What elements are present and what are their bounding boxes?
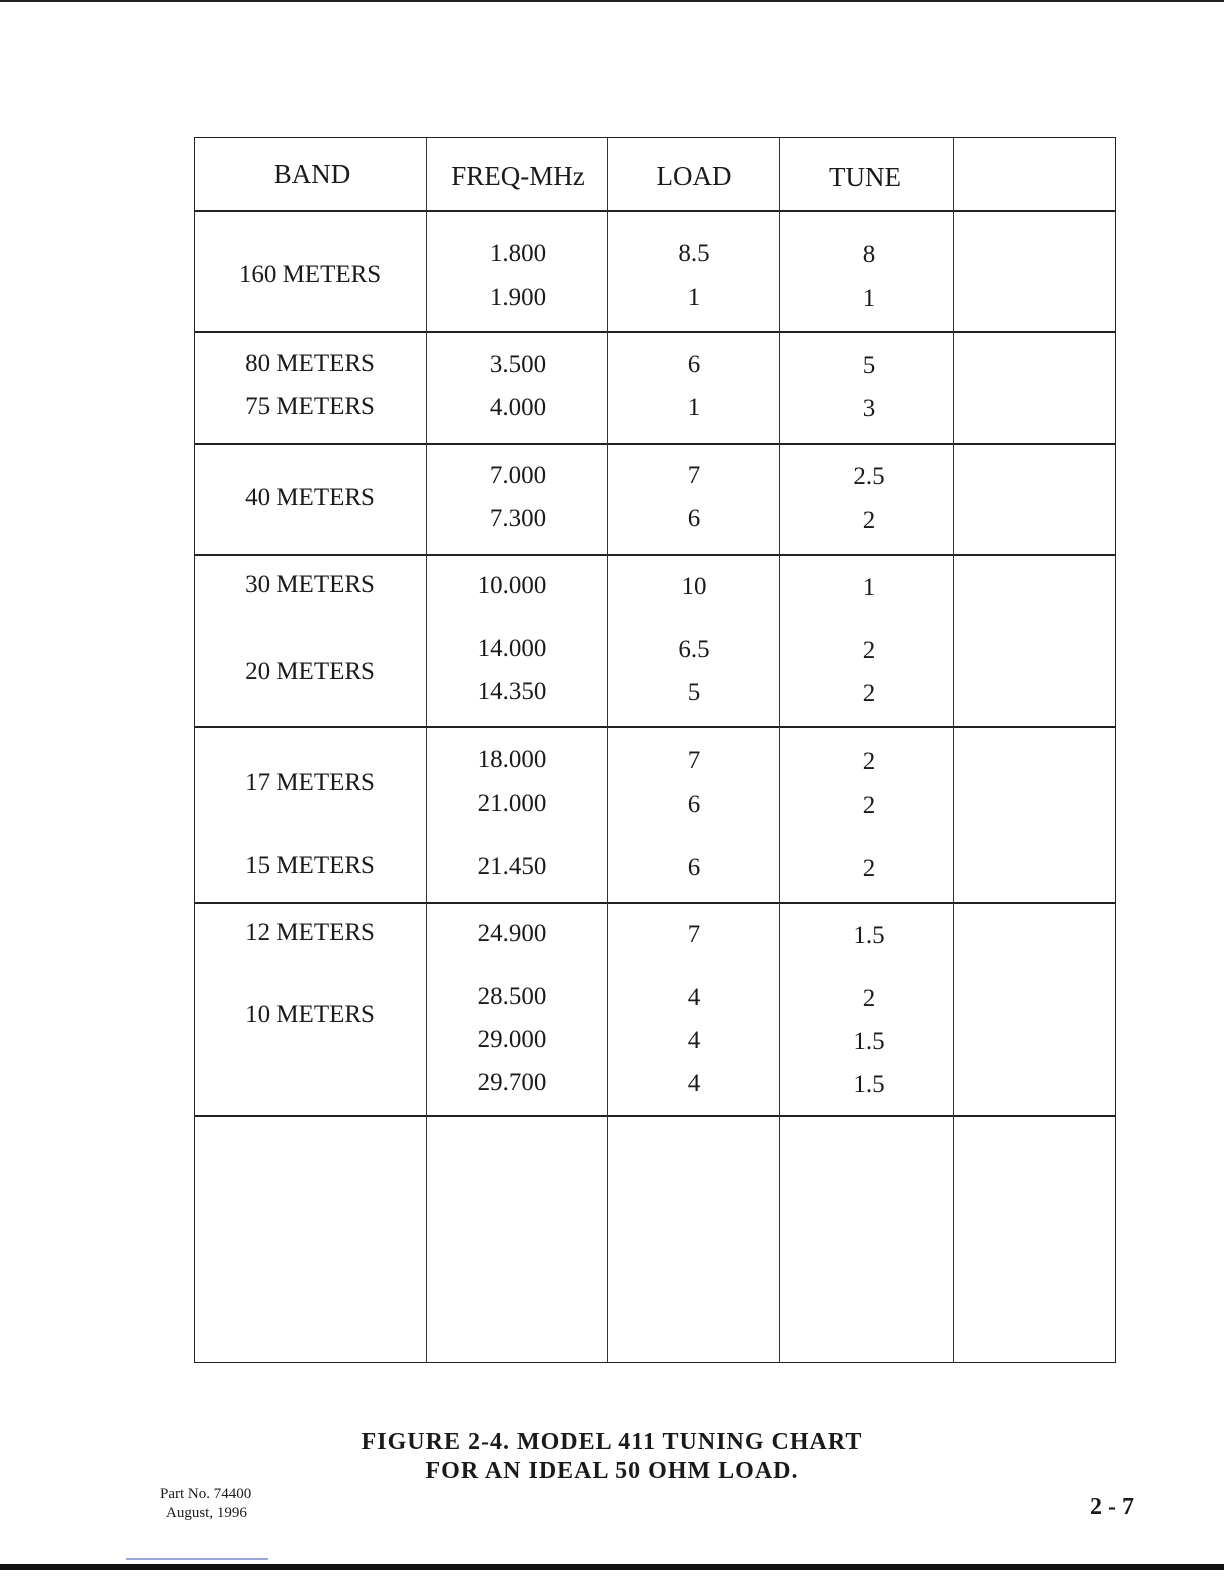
bottom-rule xyxy=(0,1564,1224,1570)
tune-cell: 2 xyxy=(862,985,876,1012)
tune-cell: 2 xyxy=(862,680,876,707)
tune-cell: 2 xyxy=(862,748,876,775)
freq-cell: 28.500 xyxy=(477,983,547,1010)
part-number: Part No. 74400 xyxy=(160,1486,252,1502)
column-separator xyxy=(607,138,608,1362)
group-separator xyxy=(195,443,1115,445)
freq-cell: 14.000 xyxy=(477,635,547,662)
header-band: BAND xyxy=(273,159,351,189)
band-label: 17 METERS xyxy=(245,769,375,796)
band-label: 30 METERS xyxy=(245,571,375,598)
load-cell: 7 xyxy=(687,921,701,948)
publication-date: August, 1996 xyxy=(166,1505,247,1521)
bottom-link-bar xyxy=(126,1558,268,1560)
load-cell: 6.5 xyxy=(678,636,710,663)
tune-cell: 2 xyxy=(862,855,876,882)
figure-caption-line1: FIGURE 2-4. MODEL 411 TUNING CHART xyxy=(361,1429,863,1455)
load-cell: 5 xyxy=(687,679,701,706)
freq-cell: 18.000 xyxy=(477,746,547,773)
tune-cell: 1.5 xyxy=(853,1071,885,1098)
freq-cell: 21.000 xyxy=(477,790,547,817)
tune-cell: 5 xyxy=(862,352,876,379)
load-cell: 4 xyxy=(687,1027,701,1054)
tuning-chart-table xyxy=(194,137,1116,1363)
header-load: LOAD xyxy=(656,161,732,191)
tune-cell: 2 xyxy=(862,792,876,819)
load-cell: 1 xyxy=(687,284,701,311)
freq-cell: 21.450 xyxy=(477,853,547,880)
freq-cell: 7.300 xyxy=(489,505,547,532)
tune-cell: 2 xyxy=(862,637,876,664)
freq-cell: 29.700 xyxy=(477,1069,547,1096)
freq-cell: 4.000 xyxy=(489,394,547,421)
tune-cell: 8 xyxy=(862,241,876,268)
group-separator xyxy=(195,331,1115,333)
freq-cell: 1.800 xyxy=(489,240,547,267)
load-cell: 4 xyxy=(687,1070,701,1097)
freq-cell: 29.000 xyxy=(477,1026,547,1053)
load-cell: 6 xyxy=(687,505,701,532)
column-separator xyxy=(779,138,780,1362)
band-label: 160 METERS xyxy=(238,261,382,288)
figure-caption-line2: FOR AN IDEAL 50 OHM LOAD. xyxy=(425,1458,799,1484)
group-separator xyxy=(195,726,1115,728)
tune-cell: 1.5 xyxy=(853,1028,885,1055)
band-label: 20 METERS xyxy=(245,658,375,685)
tune-cell: 3 xyxy=(862,395,876,422)
header-tune: TUNE xyxy=(829,162,901,192)
load-cell: 4 xyxy=(687,984,701,1011)
tune-cell: 2 xyxy=(862,507,876,534)
load-cell: 7 xyxy=(687,462,701,489)
column-separator xyxy=(953,138,954,1362)
band-label: 15 METERS xyxy=(245,852,375,879)
freq-cell: 3.500 xyxy=(489,351,547,378)
load-cell: 6 xyxy=(687,351,701,378)
load-cell: 6 xyxy=(687,854,701,881)
tune-cell: 1 xyxy=(862,285,876,312)
tune-cell: 1 xyxy=(862,574,876,601)
band-label: 75 METERS xyxy=(245,393,375,420)
band-label: 12 METERS xyxy=(245,919,375,946)
page-number: 2 - 7 xyxy=(1090,1494,1134,1520)
footer-part-info xyxy=(160,1485,251,1523)
load-cell: 10 xyxy=(681,573,707,600)
band-label: 80 METERS xyxy=(245,350,375,377)
freq-cell: 1.900 xyxy=(489,284,547,311)
group-separator xyxy=(195,1115,1115,1117)
top-rule xyxy=(0,0,1224,2)
load-cell: 6 xyxy=(687,791,701,818)
group-separator xyxy=(195,554,1115,556)
band-label: 10 METERS xyxy=(245,1001,375,1028)
tune-cell: 2.5 xyxy=(853,463,885,490)
group-separator xyxy=(195,902,1115,904)
header-separator xyxy=(195,210,1115,212)
freq-cell: 24.900 xyxy=(477,920,547,947)
freq-cell: 7.000 xyxy=(489,462,547,489)
band-label: 40 METERS xyxy=(245,484,375,511)
load-cell: 7 xyxy=(687,747,701,774)
load-cell: 8.5 xyxy=(678,240,710,267)
freq-cell: 14.350 xyxy=(477,678,547,705)
column-separator xyxy=(426,138,427,1362)
header-freq: FREQ-MHz xyxy=(451,161,585,191)
tune-cell: 1.5 xyxy=(853,922,885,949)
freq-cell: 10.000 xyxy=(477,572,547,599)
load-cell: 1 xyxy=(687,394,701,421)
